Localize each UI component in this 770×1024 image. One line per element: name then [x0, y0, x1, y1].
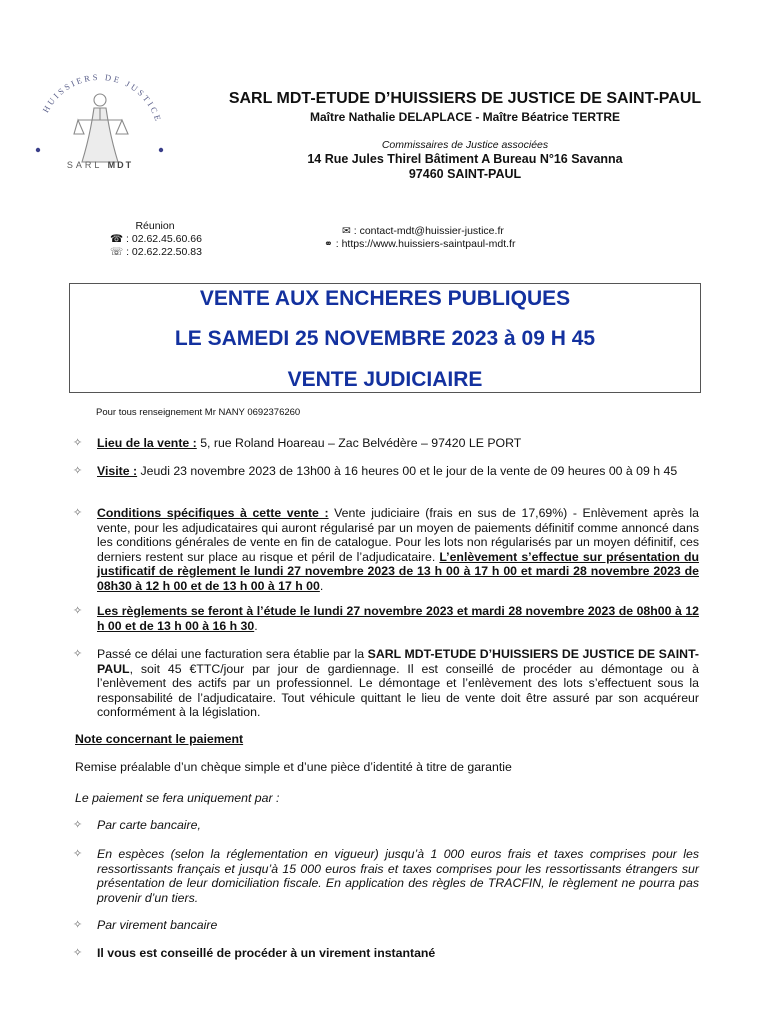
logo-caption-left: SARL [66, 160, 103, 170]
bullet-icon: ✧ [73, 919, 83, 931]
list-item-conditions [97, 506, 699, 593]
globe-icon: ⚭ [324, 238, 333, 250]
address-line-2: 97460 SAINT-PAUL [408, 167, 522, 181]
lieu-text: 5, rue Roland Hoareau – Zac Belvédère – 97420 LE PORT [196, 436, 522, 450]
bullet-icon: ✧ [73, 507, 83, 519]
reglements-label: Les règlements se feront à l’étude [97, 604, 297, 618]
address-line-1: 14 Rue Jules Thirel Bâtiment A Bureau N°16 Savanna [307, 152, 623, 166]
conditions-label: Conditions spécifiques à cette vente : [97, 506, 329, 520]
logo-caption [60, 160, 140, 170]
envelope-icon: ✉ [342, 225, 351, 237]
bullet-icon: ✧ [73, 605, 83, 617]
firm-title: SARL MDT-ETUDE D’HUISSIERS DE JUSTICE DE SAINT-PAUL [228, 90, 702, 107]
payment-intro: Le paiement se fera uniquement par : [75, 791, 280, 805]
list-item-facturation [97, 647, 699, 720]
banner-line-2: LE SAMEDI 25 NOVEMBRE 2023 à 09 H 45 [174, 327, 596, 350]
role-line: Commissaires de Justice associées [381, 139, 549, 151]
bullet-icon: ✧ [73, 848, 83, 860]
lady-justice-icon [74, 94, 128, 162]
payment-heading: Note concernant le paiement [75, 732, 244, 746]
facturation-bold: SARL MDT-ETUDE D’HUISSIERS DE JUSTICE DE SAINT-PAUL [97, 647, 699, 676]
logo-caption-right: MDT [107, 160, 134, 170]
logo-arc-text: HUISSIERS DE JUSTICE [40, 71, 164, 125]
visite-text: Jeudi 23 novembre 2023 de 13h00 à 16 heures 00 et le jour de la vente de 09 heures 00 à 09 h 45 [137, 464, 678, 478]
reglements-end: . [254, 618, 258, 633]
fax-icon: ☏ [110, 246, 124, 258]
bullet-icon: ✧ [73, 465, 83, 477]
banner-line-1: VENTE AUX ENCHERES PUBLIQUES [199, 287, 571, 310]
info-contact-line: Pour tous renseignement Mr NANY 0692376260 [96, 407, 301, 418]
payment-instant: Il vous est conseillé de procéder à un virement instantané [97, 946, 436, 960]
payment-cash: En espèces (selon la réglementation en vigueur) jusqu’à 1 000 euros frais et taxes comprises pour les ressortissants français et jusqu’à 15 000 euros frais et taxes comprises pour les ressortissants étrangers sur présentation de leur domiciliation fiscale. En application des règles de TRACFIN, le règlement ne pourra pas provenir d’un tiers. [97, 847, 699, 905]
payment-card: Par carte bancaire, [97, 818, 201, 832]
contact-phones [100, 220, 240, 259]
region-label: Réunion [135, 220, 175, 232]
conditions-text: Vente judiciaire (frais en sus de 17,69%) - Enlèvement après la vente, pour les adjudicataires qui auront régularisé par un moyen de paiements définitif comme annoncé dans les conditions générales de vente en fin de catalogue. Pour les lots non régularisés par un moyen définitif, ces derniers restent sur place au risque et péril de l’adjudicataire. [97, 506, 699, 564]
reglements-bold: le lundi 27 novembre 2023 et mardi 28 novembre 2023 de 08h00 à 12 h 00 et de 13 h 00 à 16 h 30 [97, 604, 699, 633]
conditions-bold: L’enlèvement s’effectue sur présentation du justificatif de règlement le lundi 27 novembre 2023 de 13 h 00 à 17 h 00 et mardi 28 novembre 2023 de 08h30 à 12 h 00 et de 13 h 00 à 17 h 00 [97, 549, 699, 593]
partners-line: Maître Nathalie DELAPLACE - Maître Béatrice TERTRE [309, 110, 621, 124]
facturation-start: Passé ce délai une facturation sera établie par la [97, 647, 368, 661]
visite-label: Visite : [97, 464, 138, 478]
lieu-label: Lieu de la vente : [97, 436, 197, 450]
bullet-icon: ✧ [73, 819, 83, 831]
list-item-reglements [97, 604, 699, 633]
email-link[interactable]: : contact-mdt@huissier-justice.fr [353, 225, 504, 237]
bullet-icon: ✧ [73, 437, 83, 449]
bullet-icon: ✧ [73, 947, 83, 959]
list-item-lieu [97, 436, 699, 451]
contact-online [324, 225, 584, 251]
payment-transfer: Par virement bancaire [97, 918, 218, 932]
banner-line-3: VENTE JUDICIAIRE [287, 368, 483, 391]
fax-number: : 02.62.22.50.83 [126, 246, 202, 258]
website-link[interactable]: : https://www.huissiers-saintpaul-mdt.fr [335, 238, 516, 250]
phone-icon: ☎ [110, 233, 124, 245]
facturation-end: , soit 45 €TTC/jour par jour de gardiennage. Il est conseillé de procéder au démontage ou à l’enlèvement des actifs par un professionnel. Le démontage et l’enlèvement des lots s’effectuent sous la responsabilité de l’adjudicataire. Tout véhicule quittant le lieu de vente doit être assuré par son acquéreur conformément à la législation. [97, 661, 699, 719]
phone-number: : 02.62.45.60.66 [126, 233, 202, 245]
bullet-icon: ✧ [73, 648, 83, 660]
list-item-visite [97, 464, 699, 479]
conditions-end: . [319, 578, 324, 593]
payment-remise: Remise préalable d’un chèque simple et d’une pièce d’identité à titre de garantie [75, 760, 512, 774]
